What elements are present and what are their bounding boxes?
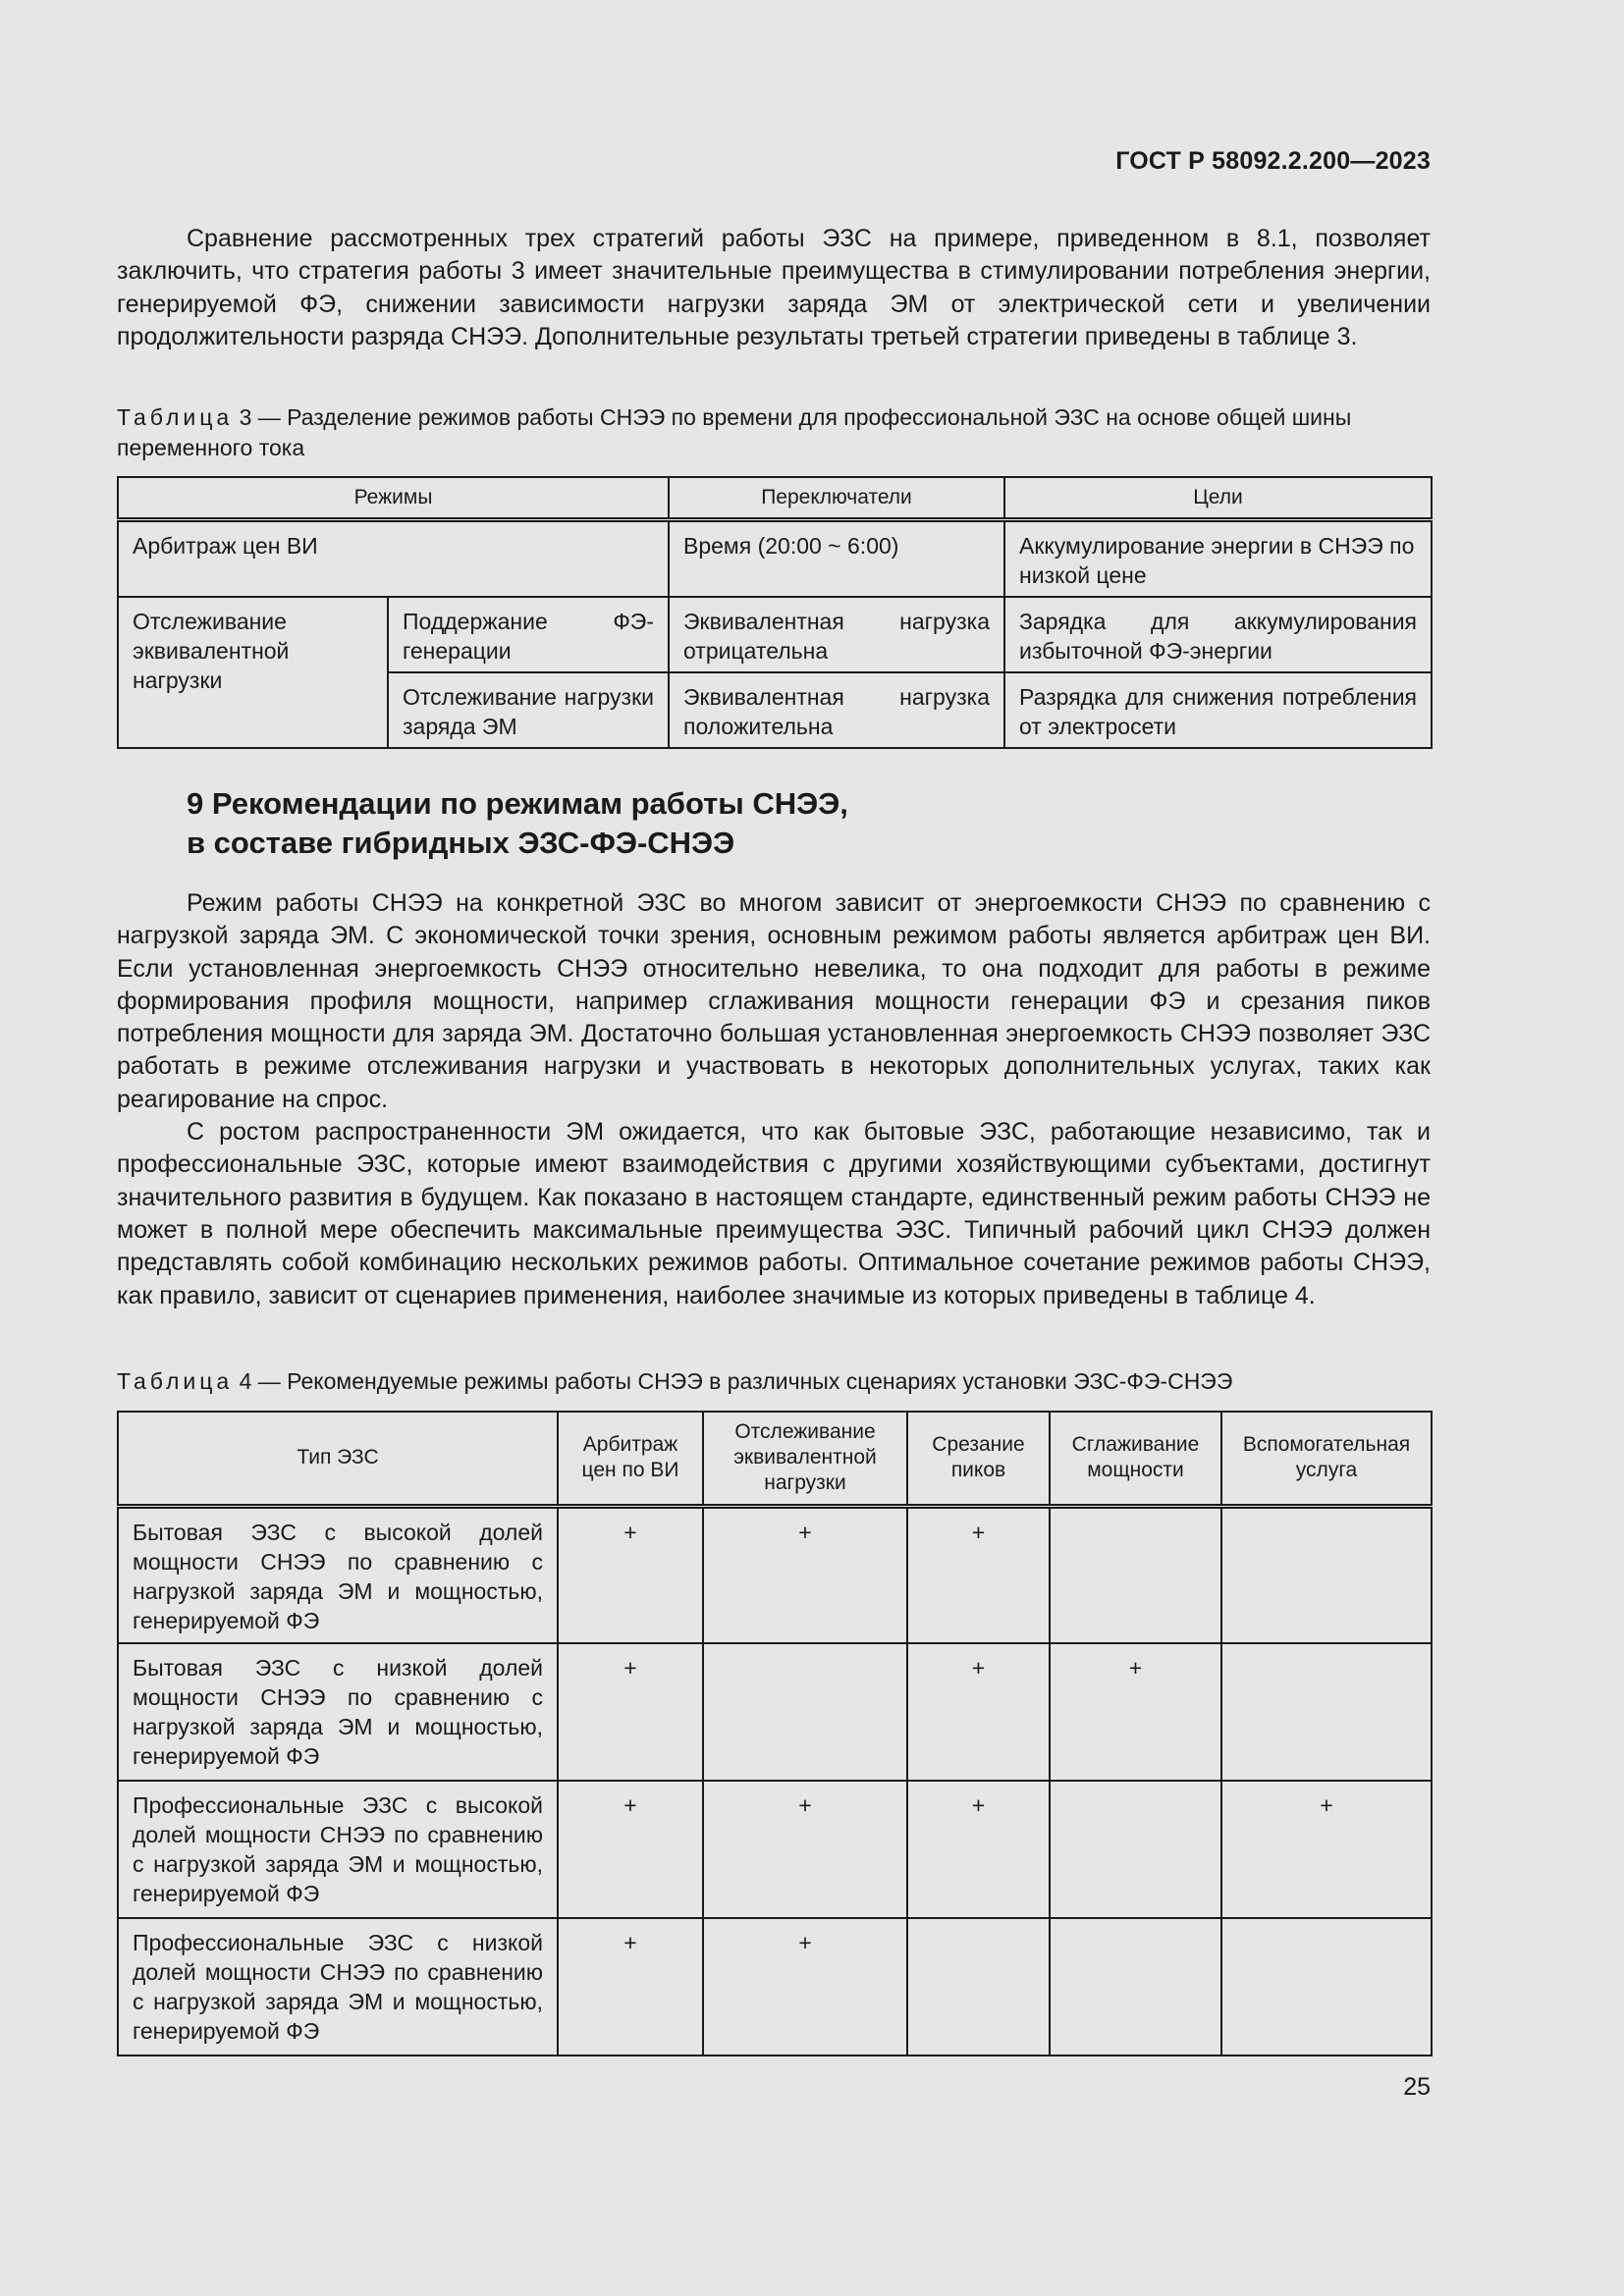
table4-cell-mark: + (1050, 1643, 1221, 1781)
table3-cell-switch: Эквивалентная нагрузка отрицательна (669, 597, 1004, 672)
table3-cell-goal: Аккумулирование энергии в СНЭЭ по низкой цене (1004, 520, 1432, 598)
intro-paragraph: Сравнение рассмотренных трех стратегий работы ЭЗС на примере, приведенном в 8.1, позволяет заключить, что стратегия работы 3 имеет значительные преимущества в стимулировании потребления энергии, генерируемой ФЭ, снижении зависимости нагрузки заряда ЭМ от электрической сети и увеличении продолжительности разряда СНЭЭ. Дополнительные результаты третьей стратегии приведены в таблице 3. (117, 225, 1431, 350)
table4-cell-mark (1050, 1918, 1221, 2056)
table3-caption-text: 3 — Разделение режимов работы СНЭЭ по времени для профессиональной ЭЗС на основе общей шины переменного тока (117, 404, 1352, 460)
table4-caption-text: 4 — Рекомендуемые режимы работы СНЭЭ в различных сценариях установки ЭЗС-ФЭ-СНЭЭ (239, 1368, 1233, 1394)
table4-header-arbitrage: Арбитраж цен по ВИ (558, 1412, 703, 1506)
table4-header-type: Тип ЭЗС (118, 1412, 558, 1506)
table4-label: Таблица (117, 1368, 234, 1394)
table4-cell-mark (1221, 1643, 1432, 1781)
table4-header-smoothing: Сглаживание мощности (1050, 1412, 1221, 1506)
section-9-title-line2: в составе гибридных ЭЗС-ФЭ-СНЭЭ (187, 826, 735, 860)
table3-block (117, 402, 1431, 749)
table3-cell-submode: Отслеживание нагрузки заряда ЭМ (388, 672, 669, 748)
section-9-paragraph-2: С ростом распространенности ЭМ ожидается, что как бытовые ЭЗС, работающие независимо, так и профессиональные ЭЗС, которые имеют взаимодействия с другими хозяйствующими субъектами, достигнут значительного развития в будущем. Как показано в настоящем стандарте, единственный режим работы СНЭЭ не может в полной мере обеспечить максимальные преимущества ЭЗС. Типичный рабочий цикл СНЭЭ должен представлять собой комбинацию нескольких режимов работы. Оптимальное сочетание режимов работы СНЭЭ, как правило, зависит от сценариев применения, наиболее значимые из которых приведены в таблице 4. (117, 1118, 1431, 1309)
table-row (118, 1506, 1432, 1643)
section-9-title-line1: 9 Рекомендации по режимам работы СНЭЭ, (187, 786, 848, 821)
page-number: 25 (1403, 2073, 1431, 2101)
table4-cell-mark (1221, 1918, 1432, 2056)
table4-caption (117, 1366, 1431, 1397)
table3-header-modes: Режимы (118, 477, 669, 520)
table4-cell-mark: + (558, 1781, 703, 1918)
intro-section (117, 223, 1431, 353)
table4-block (117, 1366, 1431, 2056)
table4-header-peak-shaving: Срезание пиков (907, 1412, 1050, 1506)
table4-cell-mark (907, 1918, 1050, 2056)
table3-caption (117, 402, 1431, 463)
table4-cell-mark: + (907, 1643, 1050, 1781)
table4-cell-mark: + (703, 1918, 907, 2056)
table4-header-ancillary: Вспомогательная услуга (1221, 1412, 1432, 1506)
table4-cell-mark: + (1221, 1781, 1432, 1918)
table4 (117, 1411, 1433, 2056)
table3-label: Таблица (117, 404, 234, 430)
table-row (118, 520, 1432, 598)
table3-cell-group-mode: Отслеживание эквивалентной нагрузки (118, 597, 388, 748)
table4-cell-type: Профессиональные ЭЗС с низкой долей мощности СНЭЭ по сравнению с нагрузкой заряда ЭМ и мощностью, генерируемой ФЭ (118, 1918, 558, 2056)
table-row (118, 597, 1432, 672)
table3-cell-switch: Эквивалентная нагрузка положительна (669, 672, 1004, 748)
table4-cell-mark: + (703, 1506, 907, 1643)
table3-cell-submode: Поддержание ФЭ-генерации (388, 597, 669, 672)
table4-cell-mark (1050, 1781, 1221, 1918)
table3-cell-switch: Время (20:00 ~ 6:00) (669, 520, 1004, 598)
table4-header-load-following: Отслеживание эквивалентной нагрузки (703, 1412, 907, 1506)
table4-cell-mark: + (558, 1643, 703, 1781)
table4-header-row (118, 1412, 1432, 1506)
table4-cell-mark: + (558, 1918, 703, 2056)
table4-cell-mark: + (558, 1506, 703, 1643)
table3-header-switches: Переключатели (669, 477, 1004, 520)
table3 (117, 476, 1433, 749)
table-row (118, 1643, 1432, 1781)
table3-header-row (118, 477, 1432, 520)
table4-cell-mark: + (907, 1506, 1050, 1643)
table4-cell-mark (1221, 1506, 1432, 1643)
table4-cell-mark: + (907, 1781, 1050, 1918)
table4-cell-type: Бытовая ЭЗС с высокой долей мощности СНЭЭ по сравнению с нагрузкой заряда ЭМ и мощностью, генерируемой ФЭ (118, 1506, 558, 1643)
table-row (118, 1781, 1432, 1918)
section-9-body (117, 887, 1431, 1312)
section-9-paragraph-1: Режим работы СНЭЭ на конкретной ЭЗС во многом зависит от энергоемкости СНЭЭ по сравнению с нагрузкой заряда ЭМ. С экономической точки зрения, основным режимом работы является арбитраж цен ВИ. Если установленная энергоемкость СНЭЭ относительно невелика, то она подходит для работы в режиме формирования профиля мощности, например сглаживания мощности генерации ФЭ и срезания пиков потребления мощности для заряда ЭМ. Достаточно большая установленная энергоемкость СНЭЭ позволяет ЭЗС работать в режиме отслеживания нагрузки и участвовать в некоторых дополнительных услугах, таких как реагирование на спрос. (117, 889, 1431, 1113)
section-9-title (187, 784, 848, 863)
table4-cell-type: Профессиональные ЭЗС с высокой долей мощности СНЭЭ по сравнению с нагрузкой заряда ЭМ и мощностью, генерируемой ФЭ (118, 1781, 558, 1918)
table3-header-goals: Цели (1004, 477, 1432, 520)
table-row (118, 1918, 1432, 2056)
table4-cell-type: Бытовая ЭЗС с низкой долей мощности СНЭЭ по сравнению с нагрузкой заряда ЭМ и мощностью, генерируемой ФЭ (118, 1643, 558, 1781)
table3-cell-goal: Зарядка для аккумулирования избыточной ФЭ-энергии (1004, 597, 1432, 672)
document-id: ГОСТ Р 58092.2.200—2023 (1115, 147, 1431, 175)
table4-cell-mark (1050, 1506, 1221, 1643)
table4-cell-mark: + (703, 1781, 907, 1918)
table3-cell-mode: Арбитраж цен ВИ (118, 520, 669, 598)
table4-cell-mark (703, 1643, 907, 1781)
table3-cell-goal: Разрядка для снижения потребления от электросети (1004, 672, 1432, 748)
